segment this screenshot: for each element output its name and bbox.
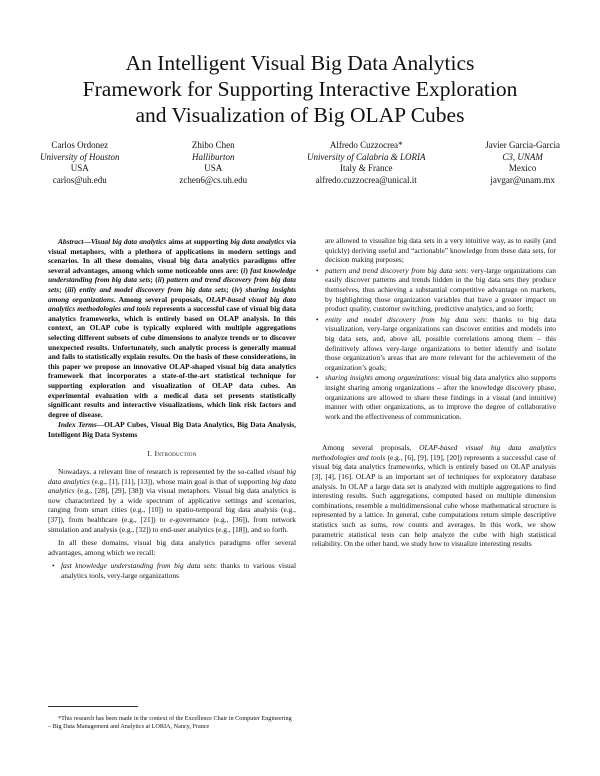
author-block <box>40 140 560 186</box>
author-affiliation: C3, UNAM <box>502 151 543 162</box>
list-item <box>325 266 556 314</box>
index-terms <box>48 420 296 439</box>
advantages-list-continued <box>312 236 556 421</box>
footnote: *This research has been made in the context of the Excellence Chair in Computer Engineering – Big Data Management and Analytics at LORIA, Nancy, France <box>48 715 292 731</box>
right-column <box>312 236 556 549</box>
author-country: Italy & France <box>339 163 393 173</box>
author-4 <box>485 140 560 186</box>
author-email: zchen6@cs.uh.edu <box>179 174 248 185</box>
list-item-text: : very-large organizations can easily discover patterns and trends hidden in the big data sets they produce themselves, thus achieving a substantial competitive advantage on markets, by highlighting those organization variables that have a greater impact on product quality, customer switching, predictive analytics, and so forth; <box>325 265 556 314</box>
list-item-key: fast knowledge understanding from big data sets <box>61 561 216 571</box>
author-name: Alfredo Cuzzocrea* <box>329 140 403 150</box>
author-country: USA <box>70 163 89 173</box>
intro-paragraph-1: Nowadays, a relevant line of research is represented by the so-called visual big data analytics (e.g., [1], [11], [13]), whose main goal is that of supporting big data analytics (e.g., [28], [29], [38]) via visual metaphors. Visual big data analytics is now characterized by a wide spectrum of applicative settings and scenarios, ranging from smart cities (e.g., [10]) to spatio-temporal big data analysis (e.g., [37]), from healthcare (e.g., [21]) to e-governance (e.g., [36]), from network simulation and analysis (e.g., [32]) to end-user analytics (e.g., [18]), and so forth. <box>48 467 297 534</box>
list-item-text: are allowed to visualize big data sets in a very intuitive way, as to easily (and quickly) deriving useful and “actionable” knowledge from these data sets, for decision making purposes; <box>325 236 556 265</box>
footnote-rule <box>48 706 138 707</box>
list-item-text: : thanks to various visual analytics tools, very-large organizations <box>61 561 296 580</box>
author-email: carlos@uh.edu <box>52 174 107 185</box>
list-item-key: entity and model discovery from big data sets <box>325 314 485 324</box>
author-name: Carlos Ordonez <box>51 140 109 150</box>
list-item <box>325 373 556 421</box>
author-affiliation: Halliburton <box>191 151 235 162</box>
abstract <box>48 237 296 419</box>
section-heading-introduction: I. Introduction <box>147 449 197 459</box>
paper-title <box>40 50 560 128</box>
abstract-label: Abstract <box>58 237 84 246</box>
author-1 <box>40 140 120 186</box>
introduction-body <box>48 467 296 581</box>
list-item-text: : thanks to big data visualization, very-large organizations can discover entities and models into big data sets, and, above all, possible correlations among them – this definitively allows very-large organizations to better identify and isolate those organization’s areas that are more relevant for the achievement of the organization’s goals; <box>325 314 556 372</box>
left-column <box>48 237 296 582</box>
list-item <box>325 315 556 373</box>
intro-paragraph-2: In all these domains, visual big data analytics paradigms offer several advantages, among which we recall: <box>48 538 296 557</box>
author-email: alfredo.cuzzocrea@unical.it <box>315 174 417 185</box>
list-item <box>61 561 296 580</box>
author-3 <box>307 140 426 186</box>
author-email: javgar@unam.mx <box>490 174 555 185</box>
author-2 <box>179 140 247 186</box>
index-terms-dash: — <box>96 420 105 430</box>
abstract-dash: — <box>83 237 91 246</box>
list-item-key: sharing insights among organizations <box>325 373 438 383</box>
author-affiliation: University of Calabria & LORIA <box>306 151 426 162</box>
list-item-key: pattern and trend discovery from big data sets <box>325 265 467 275</box>
title-line-3: and Visualization of Big OLAP Cubes <box>135 103 465 127</box>
author-name: Javier Garcia-Garcia <box>485 140 560 150</box>
list-item-continued <box>325 236 556 265</box>
advantages-list <box>48 561 296 580</box>
author-country: USA <box>204 163 223 173</box>
index-terms-label: Index Terms <box>58 420 97 430</box>
title-line-2: Framework for Supporting Interactive Exploration <box>82 77 518 101</box>
author-name: Zhibo Chen <box>191 140 235 150</box>
author-country: Mexico <box>508 163 537 173</box>
index-terms-text: OLAP Cubes, Visual Big Data Analytics, Big Data Analysis, Intelligent Big Data Systems <box>48 420 296 439</box>
olap-paragraph: Among several proposals, OLAP-based visual big data analytics methodologies and tools (e.g., [6], [9], [19], [20]) represents a successful case of visual big data analytics frameworks, which is entirely based on OLAP analysis [3], [4], [16]. OLAP is an important set of techniques for exploratory database analysis. In OLAP a large data set is analyzed with multiple aggregations to find interesting results. Such aggregations, computed based on multiple dimension combinations, resemble a multidimensional cube whose mathematical structure is represented by a lattice. In general, cube computations return simple descriptive statistics such as sums, row counts and averages. In this work, we show parametric statistical tests can help analyze the cube with high statistical reliability. On the other hand, we study how to visualize interesting results <box>312 443 556 549</box>
title-line-1: An Intelligent Visual Big Data Analytics <box>125 51 475 75</box>
author-affiliation: University of Houston <box>40 151 120 162</box>
abstract-text: Visual big data analytics aims at supporting big data analytics via visual metaphors, with a plethora of applications in modern settings and scenarios. In all these domains, visual big data analytics paradigms offer several advantages, among which some noticeable ones are: (i) fast knowledge understanding from big data sets; (ii) pattern and trend discovery from big data sets; (iii) entity and model discovery from big data sets; (iv) sharing insights among organizations. Among several proposals, OLAP-based visual big data analytics methodologies and tools represents a successful case of visual big data analytics frameworks, which is entirely based on OLAP analysis. In this context, an OLAP cube is typically explored with multiple aggregations selecting different subsets of cube dimensions to analyze trends or to discover unexpected results. Unfortunately, such analytic process is generally manual and fails to statistically explain results. On the basis of these considerations, in this paper we propose an innovative OLAP-shaped visual big data analytics framework that incorporates a state-of-the-art statistical technique for supporting exploration and visualization of OLAP data cubes. An experimental evaluation with a medical data set presents statistically significant results and interactive visualizations, which link risk factors and degree of disease. <box>48 237 297 419</box>
list-item-text: : visual big data analytics also supports insight sharing among organizations – after the knowledge discovery phase, organizations are allowed to share these findings in a visual (and intuitive) manner with other organizations, as to improve the degree of collaborative work and the effectiveness of communication. <box>325 373 556 421</box>
